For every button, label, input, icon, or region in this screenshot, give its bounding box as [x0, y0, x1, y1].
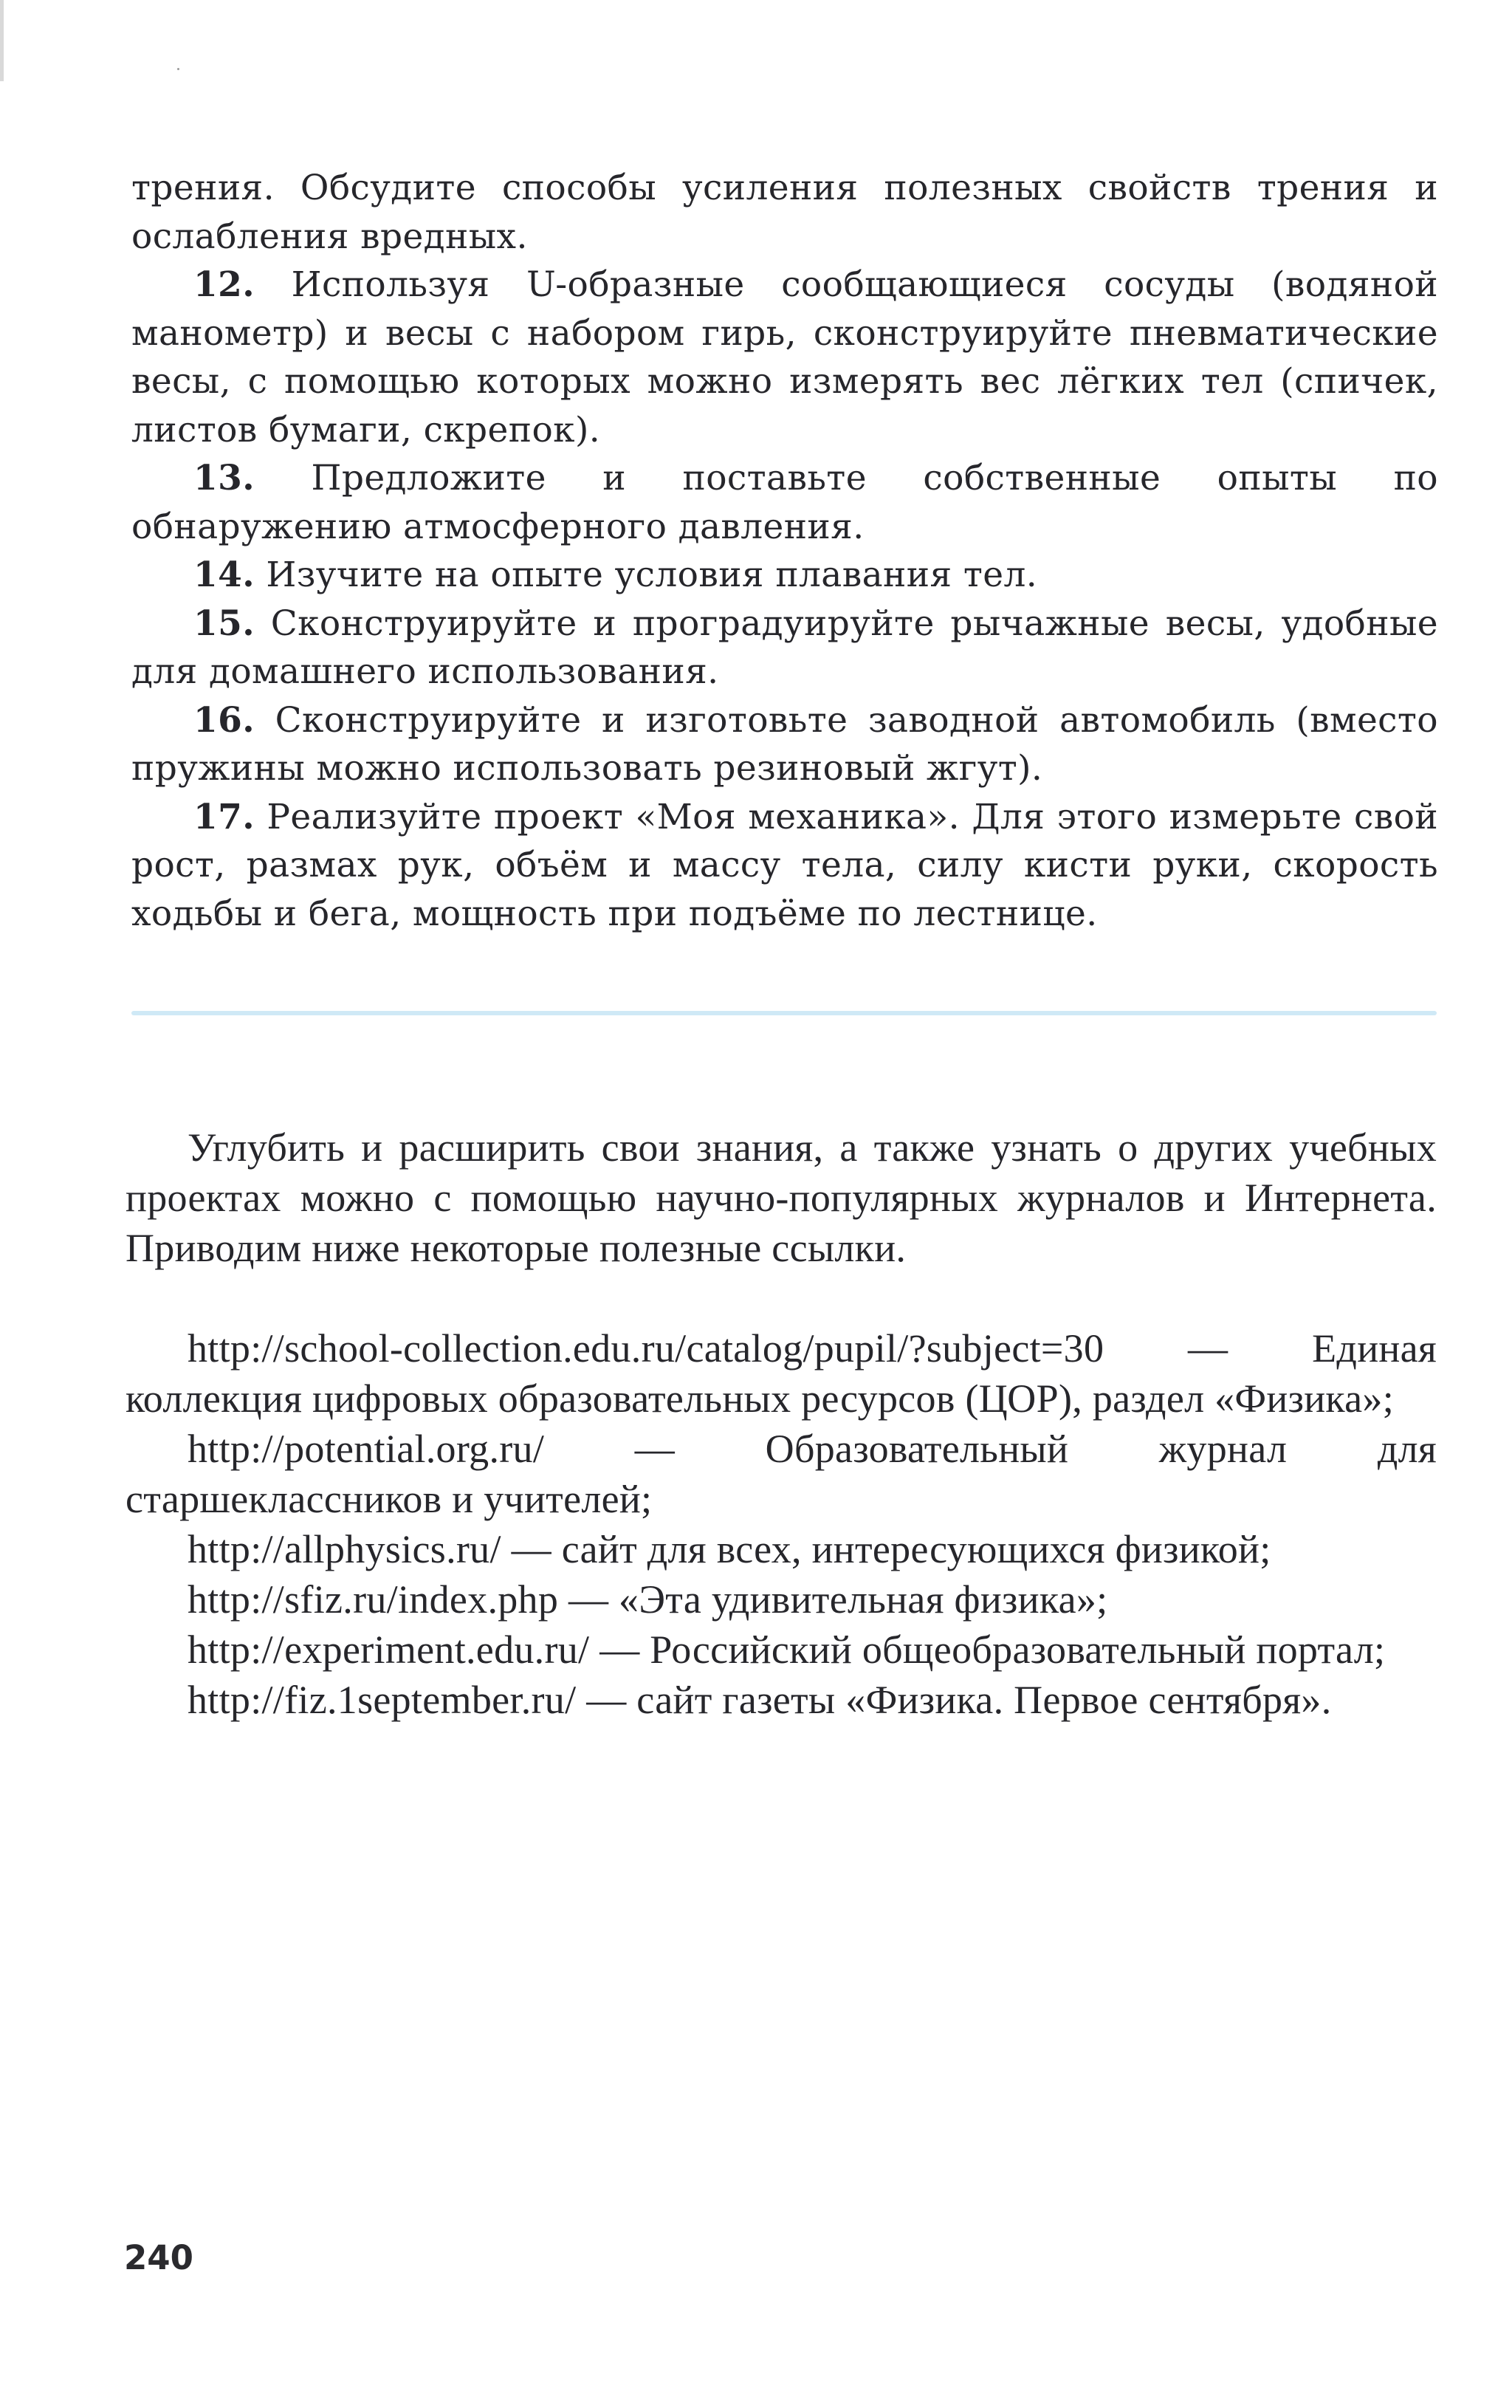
- resource-url: http://experiment.edu.ru/: [188, 1627, 590, 1672]
- task-text: Реализуйте проект «Моя механика». Для этого измерьте свой рост, размах рук, объём и массу тела, силу кисти руки, скорость ходьбы и бега, мощность при подъёме по лестнице.: [131, 796, 1438, 934]
- task-text: Используя U-образные сообщающиеся сосуды (водяной манометр) и весы с набором гирь, сконструируйте пневматические весы, с помощью которых можно измерять вес лёгких тел (спичек, листов бумаги, скрепок).: [131, 264, 1438, 450]
- project-task-list: [131, 164, 1438, 938]
- resource-item: [126, 1524, 1437, 1574]
- task-item-14: [131, 551, 1438, 600]
- resource-url: http://sfiz.ru/index.php: [188, 1577, 559, 1622]
- task-item-13: [131, 454, 1438, 551]
- resource-description: — «Эта удивительная физика»;: [568, 1577, 1108, 1622]
- resources-intro: Углубить и расширить свои знания, а также узнать о других учебных проектах можно с помощью научно-популярных журналов и Интернета. Приводим ниже некоторые полезные ссылки.: [126, 1125, 1437, 1270]
- resource-description: — сайт для всех, интересующихся физикой;: [511, 1527, 1271, 1571]
- task-text: Сконструируйте и изготовьте заводной автомобиль (вместо пружины можно использовать резиновый жгут).: [131, 699, 1438, 789]
- task-text: трения. Обсудите способы усиления полезных свойств трения и ослабления вредных.: [131, 168, 1438, 257]
- task-item-17: [131, 793, 1438, 939]
- resource-url: http://school-collection.edu.ru/catalog/pupil/?subject=30: [188, 1326, 1104, 1371]
- resource-description: — Российский общеобразовательный портал;: [599, 1627, 1386, 1672]
- task-number: 16.: [193, 699, 255, 741]
- resource-description: — Образовательный журнал для старшеклассников и учителей;: [126, 1427, 1437, 1521]
- resource-url: http://potential.org.ru/: [188, 1427, 545, 1471]
- resource-item: [126, 1323, 1437, 1424]
- resource-item: [126, 1424, 1437, 1524]
- task-text: Предложите и поставьте собственные опыты по обнаружению атмосферного давления.: [131, 458, 1438, 547]
- resource-description: — сайт газеты «Физика. Первое сентября».: [586, 1678, 1332, 1722]
- task-number: 12.: [193, 264, 255, 305]
- resources-section: [126, 1122, 1437, 1725]
- resource-url: http://allphysics.ru/: [188, 1527, 501, 1571]
- task-number: 17.: [193, 796, 255, 837]
- task-text: Сконструируйте и проградуируйте рычажные весы, удобные для домашнего использования.: [131, 603, 1438, 692]
- task-item-12: [131, 261, 1438, 454]
- resource-url: http://fiz.1september.ru/: [188, 1678, 577, 1722]
- task-item-15: [131, 600, 1438, 696]
- task-text: Изучите на опыте условия плавания тел.: [266, 555, 1038, 595]
- resource-item: [126, 1574, 1437, 1625]
- task-item-continued: [131, 164, 1438, 261]
- task-number: 13.: [193, 458, 255, 498]
- task-number: 14.: [193, 555, 255, 595]
- resource-item: [126, 1625, 1437, 1675]
- resource-description: — Единая коллекция цифровых образовательных ресурсов (ЦОР), раздел «Физика»;: [126, 1326, 1437, 1421]
- section-divider: [131, 1011, 1437, 1015]
- page-number: 240: [124, 2238, 193, 2277]
- page-edge-shadow: [0, 0, 4, 81]
- task-number: 15.: [193, 603, 255, 644]
- task-item-16: [131, 696, 1438, 793]
- page-speck: [177, 68, 179, 70]
- resource-item: [126, 1675, 1437, 1725]
